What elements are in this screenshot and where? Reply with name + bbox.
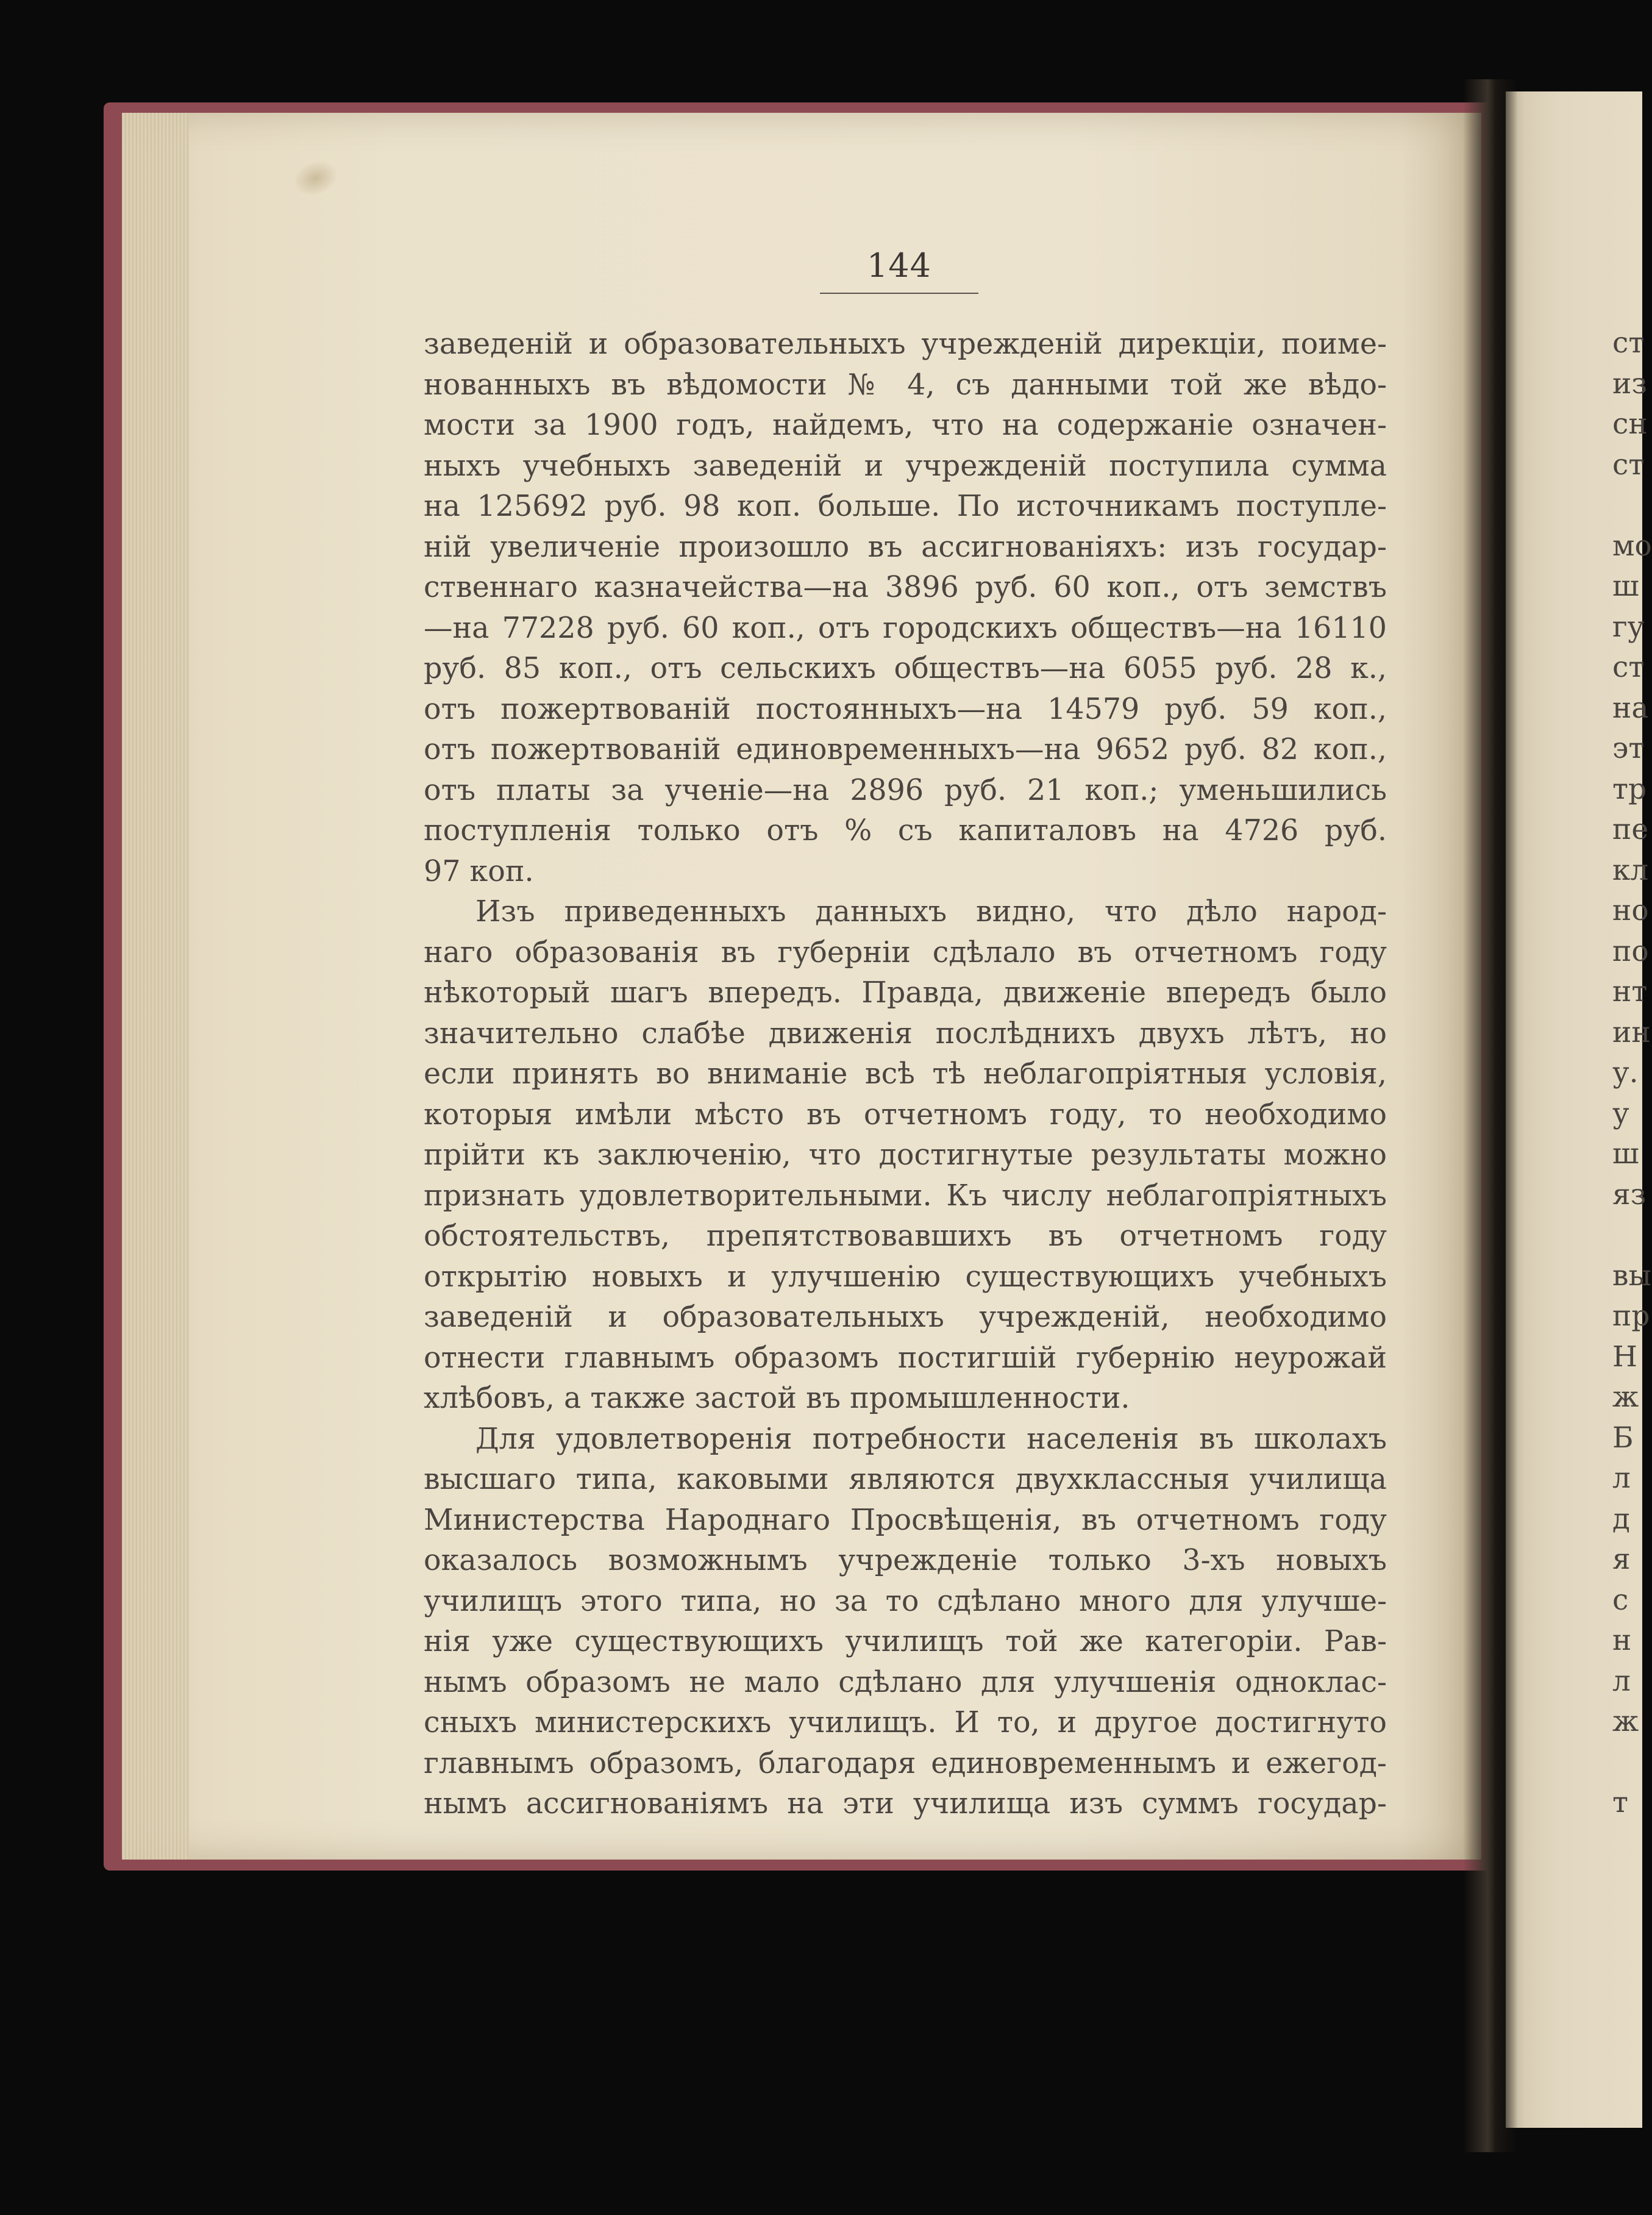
right-page-text-fragments [1612, 323, 1652, 1824]
right-fragment: нт [1612, 975, 1648, 1008]
right-fragment: л [1612, 1461, 1631, 1495]
right-fragment: ин [1612, 1015, 1651, 1049]
right-fragment: у [1612, 1096, 1629, 1130]
page-number-rule [820, 293, 978, 294]
text-line: значительно слабѣе движенія послѣднихъ двухъ лѣтъ, но [424, 1016, 1387, 1050]
right-fragment: но [1612, 894, 1649, 927]
right-fragment [1612, 485, 1643, 526]
text-line: высшаго типа, каковыми являются двухклассныя училища [424, 1463, 1387, 1496]
right-fragment: Н [1612, 1339, 1637, 1374]
right-fragment: я [1612, 1543, 1631, 1576]
text-line: наго образованія въ губерніи сдѣлало въ отчетномъ году [424, 935, 1387, 969]
right-fragment: т [1612, 1786, 1629, 1819]
text-line: училищъ этого типа, но за то сдѣлано много для улучше- [424, 1584, 1387, 1618]
text-line: нымъ образомъ не мало сдѣлано для улучшенія одноклас- [424, 1665, 1387, 1699]
text-line: отъ пожертвованій единовременныхъ—на 9652 руб. 82 коп., [424, 733, 1387, 766]
right-fragment: на [1612, 691, 1649, 725]
text-line: ныхъ учебныхъ заведеній и учрежденій поступила сумма [424, 449, 1387, 483]
right-fragment: с [1612, 1583, 1629, 1617]
right-fragment: л [1612, 1664, 1631, 1698]
text-line: оказалось возможнымъ учрежденіе только 3-хъ новыхъ [424, 1544, 1387, 1577]
right-fragment: яз [1612, 1177, 1647, 1211]
right-fragment: Б [1612, 1421, 1634, 1455]
text-line: на 125692 руб. 98 коп. больше. По источникамъ поступле- [424, 490, 1387, 523]
right-fragment: гу [1612, 610, 1645, 644]
right-fragment: кл [1612, 853, 1649, 887]
right-fragment [1612, 1215, 1643, 1256]
text-line: ственнаго казначейства—на 3896 руб. 60 коп., отъ земствъ [424, 571, 1387, 604]
right-fragment: мо [1612, 529, 1652, 563]
right-fragment: д [1612, 1502, 1630, 1536]
right-fragment [1612, 1742, 1643, 1783]
right-fragment: ст [1612, 448, 1645, 482]
text-line: обстоятельствъ, препятствовавшихъ въ отчетномъ году [424, 1219, 1387, 1253]
paragraph-first-line: Для удовлетворенія потребности населенія въ школахъ [475, 1422, 1387, 1456]
text-line: нованныхъ въ вѣдомости № 4, съ данными той же вѣдо- [424, 368, 1387, 402]
text-line: мости за 1900 годъ, найдемъ, что на содержаніе означен- [424, 408, 1387, 442]
right-fragment: пр [1612, 1299, 1650, 1333]
right-fragment: ш [1612, 569, 1639, 603]
text-line: открытію новыхъ и улучшенію существующихъ учебныхъ [424, 1260, 1387, 1294]
page-edge-stack [122, 113, 189, 1860]
text-line: заведеній и образовательныхъ учрежденій, необходимо [424, 1300, 1387, 1334]
right-fragment: ш [1612, 1137, 1639, 1171]
text-line: если принять во вниманіе всѣ тѣ неблагопріятныя условія, [424, 1057, 1387, 1091]
text-line: Министерства Народнаго Просвѣщенія, въ отчетномъ году [424, 1503, 1387, 1537]
right-fragment: ст [1612, 651, 1645, 684]
text-line: ній увеличеніе произошло въ ассигнованіяхъ: изъ государ- [424, 530, 1387, 564]
right-fragment: ж [1612, 1380, 1639, 1414]
right-fragment: н [1612, 1624, 1632, 1657]
text-line: отъ пожертвованій постоянныхъ—на 14579 руб. 59 коп., [424, 692, 1387, 726]
text-line: прійти къ заключенію, что достигнутые результаты можно [424, 1138, 1387, 1172]
text-line: отъ платы за ученіе—на 2896 руб. 21 коп.; уменьшились [424, 773, 1387, 807]
right-fragment: у. [1612, 1056, 1639, 1090]
text-line: —на 77228 руб. 60 коп., отъ городскихъ обществъ—на 16110 [424, 611, 1387, 645]
book-gutter [1463, 79, 1518, 2152]
text-line: сныхъ министерскихъ училищъ. И то, и другое достигнуто [424, 1706, 1387, 1739]
right-fragment: эт [1612, 732, 1645, 765]
body-text [424, 324, 1387, 1825]
text-line: отнести главнымъ образомъ постигшій губернію неурожай [424, 1341, 1387, 1375]
text-line: нія уже существующихъ училищъ той же категоріи. Рав- [424, 1625, 1387, 1658]
text-line: нѣкоторый шагъ впередъ. Правда, движеніе впередъ было [424, 976, 1387, 1010]
right-fragment: из [1612, 366, 1647, 401]
page-number: 144 [866, 246, 932, 285]
text-line: поступленія только отъ % съ капиталовъ на 4726 руб. [424, 814, 1387, 847]
text-line: 97 коп. [424, 854, 534, 888]
right-fragment: ж [1612, 1705, 1639, 1738]
text-line: главнымъ образомъ, благодаря единовременнымъ и ежегод- [424, 1746, 1387, 1780]
text-line: которыя имѣли мѣсто въ отчетномъ году, то необходимо [424, 1097, 1387, 1132]
paragraph-first-line: Изъ приведенныхъ данныхъ видно, что дѣло народ- [475, 895, 1387, 929]
right-fragment: пе [1612, 813, 1649, 846]
text-line: хлѣбовъ, а также застой въ промышленности. [424, 1382, 1130, 1415]
right-fragment: вы [1612, 1258, 1651, 1293]
right-fragment: тр [1612, 772, 1647, 806]
text-line: заведеній и образовательныхъ учрежденій дирекціи, поиме- [424, 327, 1387, 361]
text-line: руб. 85 коп., отъ сельскихъ обществъ—на 6055 руб. 28 к., [424, 652, 1387, 685]
right-fragment: по [1612, 934, 1649, 968]
text-line: нымъ ассигнованіямъ на эти училища изъ суммъ государ- [424, 1787, 1387, 1821]
text-line: признать удовлетворительными. Къ числу неблагопріятныхъ [424, 1179, 1387, 1213]
right-fragment: сн [1612, 407, 1648, 441]
right-fragment: ст [1612, 326, 1645, 360]
